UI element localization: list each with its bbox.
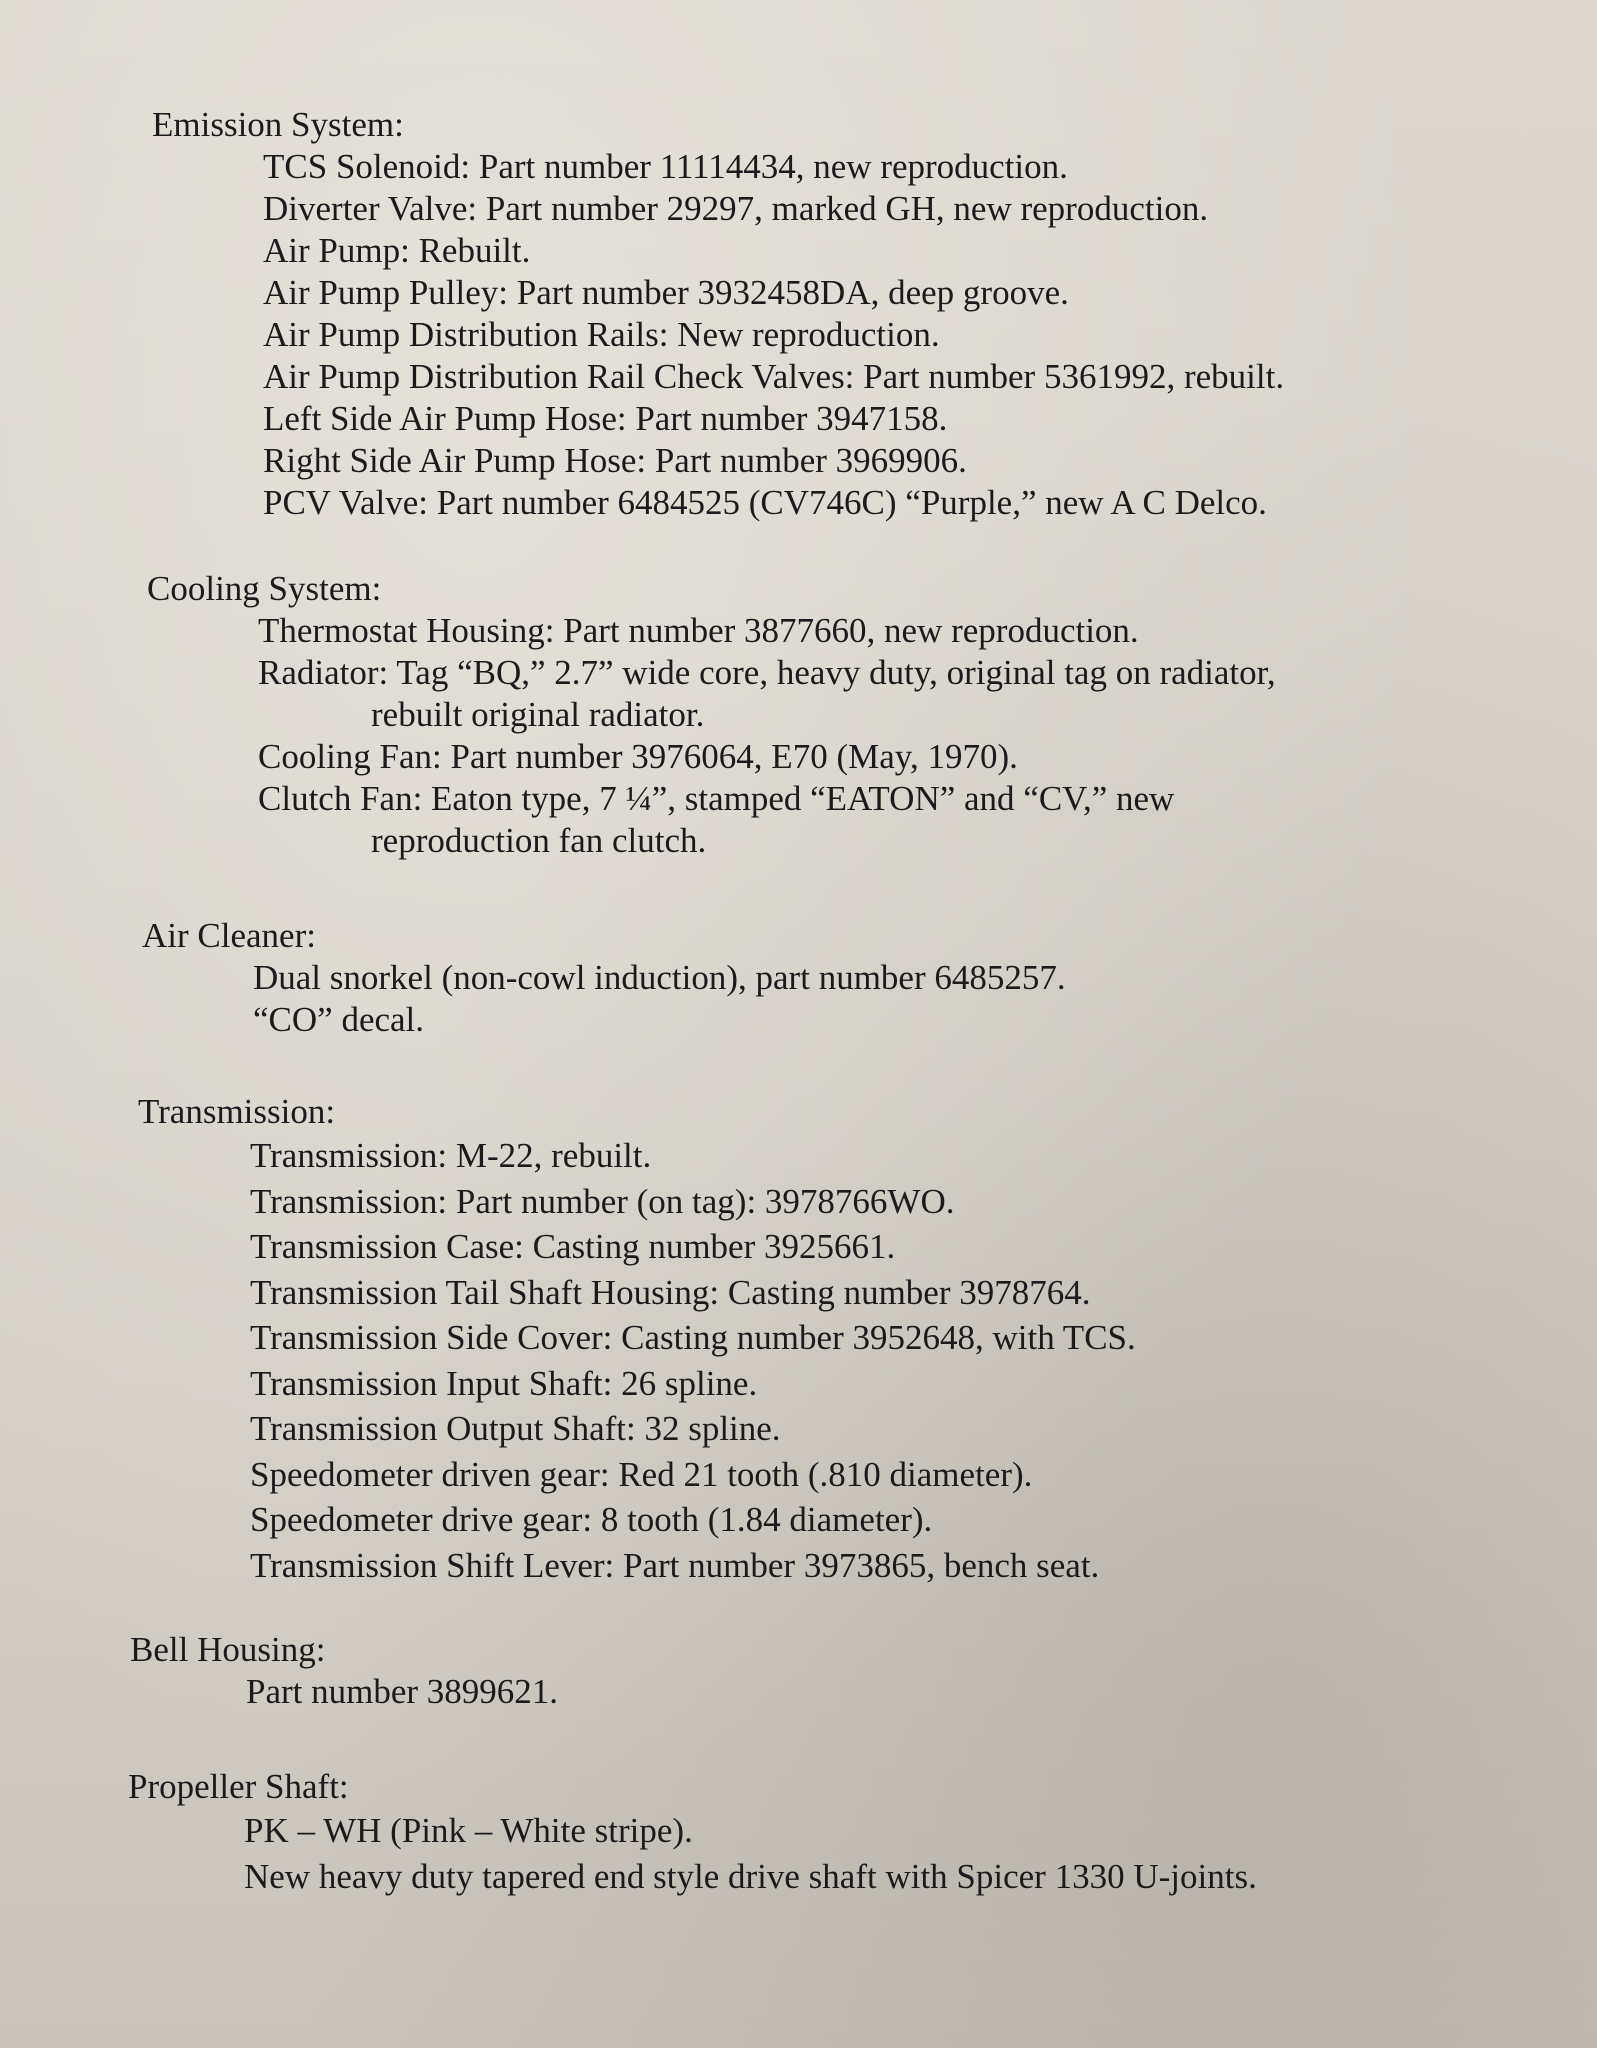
list-item: Speedometer driven gear: Red 21 tooth (.810 diameter). xyxy=(250,1454,1033,1494)
section-heading: Air Cleaner: xyxy=(142,916,316,955)
item-list xyxy=(0,1671,1480,1713)
section-bell-housing xyxy=(0,1629,1480,1713)
list-item: Right Side Air Pump Hose: Part number 3969906. xyxy=(263,441,967,480)
list-item: Diverter Valve: Part number 29297, marked GH, new reproduction. xyxy=(263,189,1209,228)
section-propeller-shaft xyxy=(0,1766,1480,1900)
section-heading: Emission System: xyxy=(152,105,404,144)
list-item: Dual snorkel (non-cowl induction), part number 6485257. xyxy=(253,958,1066,997)
list-item: Part number 3899621. xyxy=(246,1672,559,1711)
list-item: Transmission Tail Shaft Housing: Casting number 3978764. xyxy=(250,1272,1091,1312)
list-item: Transmission Input Shaft: 26 spline. xyxy=(250,1363,758,1403)
list-item: Transmission Side Cover: Casting number 3952648, with TCS. xyxy=(250,1318,1136,1357)
list-item: Left Side Air Pump Hose: Part number 3947158. xyxy=(263,399,948,438)
list-item: Air Pump Distribution Rails: New reproduction. xyxy=(263,315,940,354)
list-item: Transmission: Part number (on tag): 3978766WO. xyxy=(250,1181,955,1221)
list-item: Thermostat Housing: Part number 3877660, new reproduction. xyxy=(258,611,1139,650)
continuation-text: reproduction fan clutch. xyxy=(371,821,707,860)
list-item: Clutch Fan: Eaton type, 7 ¼”, stamped “EATON” and “CV,” new xyxy=(258,779,1175,818)
section-emission-system xyxy=(0,104,1480,524)
continuation-text: rebuilt original radiator. xyxy=(371,695,705,734)
list-item: Transmission Case: Casting number 3925661. xyxy=(250,1227,896,1266)
list-item: PCV Valve: Part number 6484525 (CV746C) “Purple,” new A C Delco. xyxy=(263,483,1267,522)
section-transmission xyxy=(0,1091,1480,1588)
section-air-cleaner xyxy=(0,915,1480,1041)
list-item: Transmission Output Shaft: 32 spline. xyxy=(250,1409,781,1448)
list-item: Transmission: M-22, rebuilt. xyxy=(250,1136,652,1175)
list-item: Radiator: Tag “BQ,” 2.7” wide core, heavy duty, original tag on radiator, xyxy=(258,653,1276,692)
list-item-continuation xyxy=(258,820,1480,862)
list-item: PK – WH (Pink – White stripe). xyxy=(244,1811,693,1850)
section-heading: Transmission: xyxy=(138,1092,336,1131)
list-item: Air Pump Pulley: Part number 3932458DA, deep groove. xyxy=(263,273,1069,312)
list-item: Cooling Fan: Part number 3976064, E70 (May, 1970). xyxy=(258,737,1018,776)
list-item: TCS Solenoid: Part number 11114434, new reproduction. xyxy=(263,147,1068,186)
item-list xyxy=(0,146,1480,524)
section-heading: Cooling System: xyxy=(147,569,382,608)
list-item-continuation xyxy=(258,694,1480,736)
list-item: Transmission Shift Lever: Part number 3973865, bench seat. xyxy=(250,1545,1100,1585)
item-list xyxy=(0,957,1480,1041)
item-list xyxy=(0,1808,1480,1900)
list-item: Air Pump: Rebuilt. xyxy=(263,231,531,270)
list-item: New heavy duty tapered end style drive shaft with Spicer 1330 U-joints. xyxy=(244,1857,1257,1896)
list-item: “CO” decal. xyxy=(253,1000,425,1039)
item-list xyxy=(0,610,1480,862)
list-item: Air Pump Distribution Rail Check Valves: Part number 5361992, rebuilt. xyxy=(263,357,1285,396)
section-heading: Bell Housing: xyxy=(130,1630,326,1669)
list-item: Speedometer drive gear: 8 tooth (1.84 diameter). xyxy=(250,1500,933,1539)
section-heading: Propeller Shaft: xyxy=(128,1767,349,1806)
item-list xyxy=(0,1133,1480,1588)
section-cooling-system xyxy=(0,568,1480,862)
